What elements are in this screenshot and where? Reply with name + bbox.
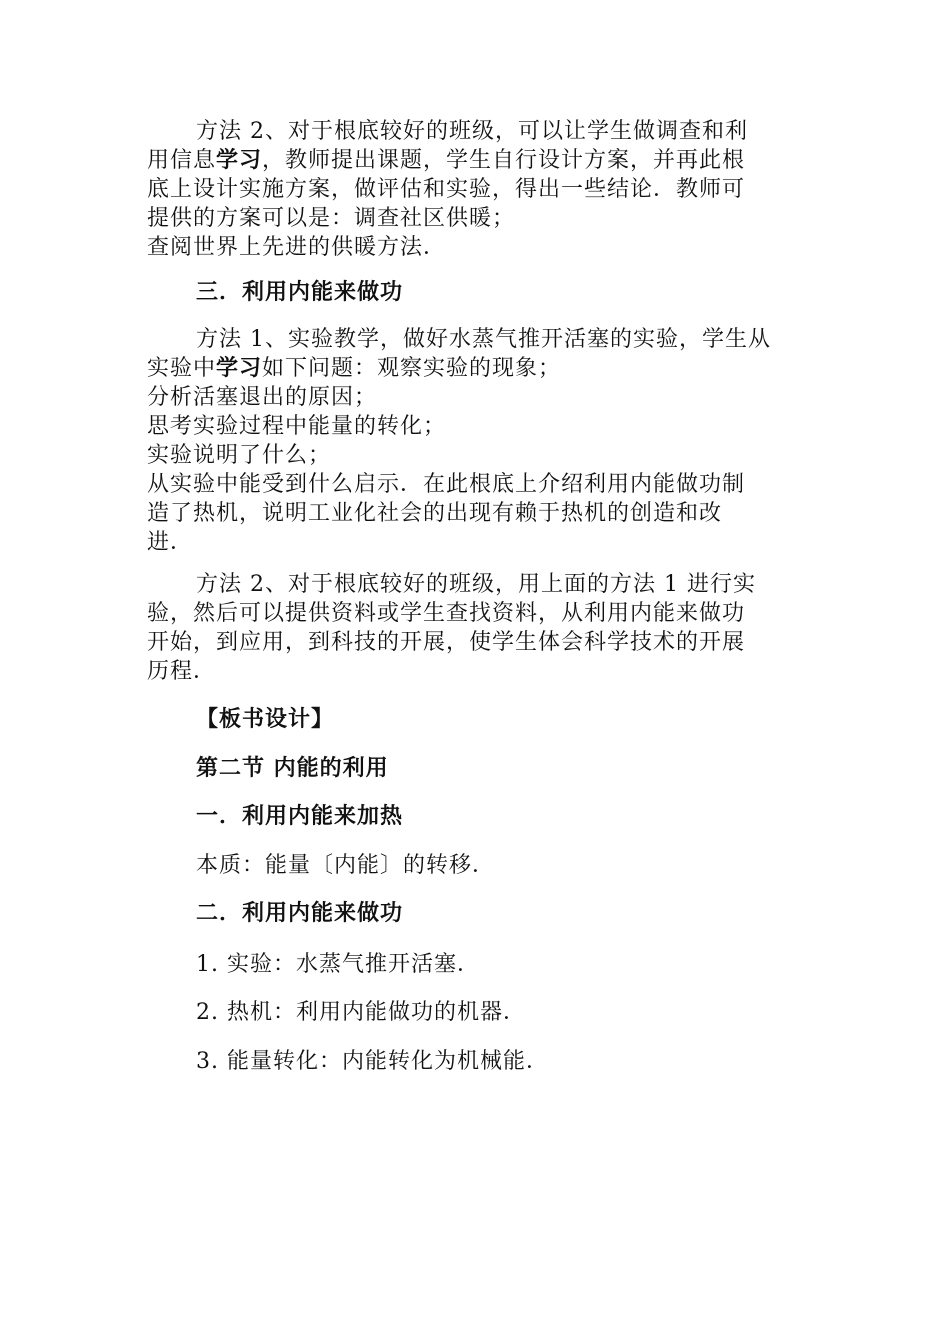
board-heading-2 [147,899,817,928]
board-heading-1 [147,802,817,831]
paragraph-method-1-experiment [147,325,817,557]
text-line: 造了热机，说明工业化社会的出现有赖于热机的创造和改 [147,501,723,526]
board-essence-line [147,851,817,880]
text-line: 进． [147,530,194,555]
bold-text-run: 学习 [216,147,263,173]
list-item: 2. 热机：利用内能做功的机器． [196,1000,526,1025]
text-line: 实验说明了什么； [147,443,332,468]
paragraph-method-2-history [147,570,817,686]
text-line: 分析活塞退出的原因； [147,385,378,410]
board-list-item-2 [147,998,817,1027]
text-line: 底上设计实施方案，做评估和实验，得出一些结论．教师可 [147,177,746,202]
board-design-title [147,705,817,734]
text-line: 历程． [147,659,217,684]
text-line: 方法 2、对于根底较好的班级，可以让学生做调查和利 [196,119,748,144]
text-line: 从实验中能受到什么启示．在此根底上介绍利用内能做功制 [147,472,746,497]
text-run: ， [262,148,286,173]
text-run: 用信息 [147,148,217,173]
text-line: 验，然后可以提供资料或学生查找资料，从利用内能来做功 [147,601,746,626]
text-line: 方法 1、实验教学，做好水蒸气推开活塞的实验，学生从 [196,327,771,352]
board-list-item-3 [147,1047,817,1076]
text-line: 思考实验过程中能量的转化； [147,414,447,439]
heading-text: 一．利用内能来加热 [196,803,404,829]
text-line [147,146,817,175]
text-line: 提供的方案可以是：调查社区供暖； [147,206,516,231]
list-item: 1. 实验：水蒸气推开活塞． [196,952,480,977]
text-line: 方法 2、对于根底较好的班级，用上面的方法 1 进行实 [196,572,756,597]
heading-text: 二．利用内能来做功 [196,900,404,926]
heading-text: 【板书设计】 [196,706,335,732]
text-run: 教师提出课题，学生自行设计方案，并再此根 [285,148,746,173]
section-heading-3 [147,278,817,307]
paragraph-method-2-research [147,117,817,262]
text-line: 本质：能量〔内能〕的转移． [196,853,496,878]
board-list-item-1 [147,950,817,979]
text-line [147,354,817,383]
board-section-title [147,754,817,783]
heading-text: 第二节 内能的利用 [196,755,389,781]
text-line: 开始，到应用，到科技的开展，使学生体会科学技术的开展 [147,630,746,655]
heading-text: 三．利用内能来做功 [196,279,404,305]
bold-text-run: 学习 [216,355,263,381]
text-run: 如下问题：观察实验的现象； [262,356,562,381]
list-item: 3. 能量转化：内能转化为机械能． [196,1049,549,1074]
text-run: 实验中 [147,356,217,381]
text-line: 查阅世界上先进的供暖方法． [147,235,447,260]
